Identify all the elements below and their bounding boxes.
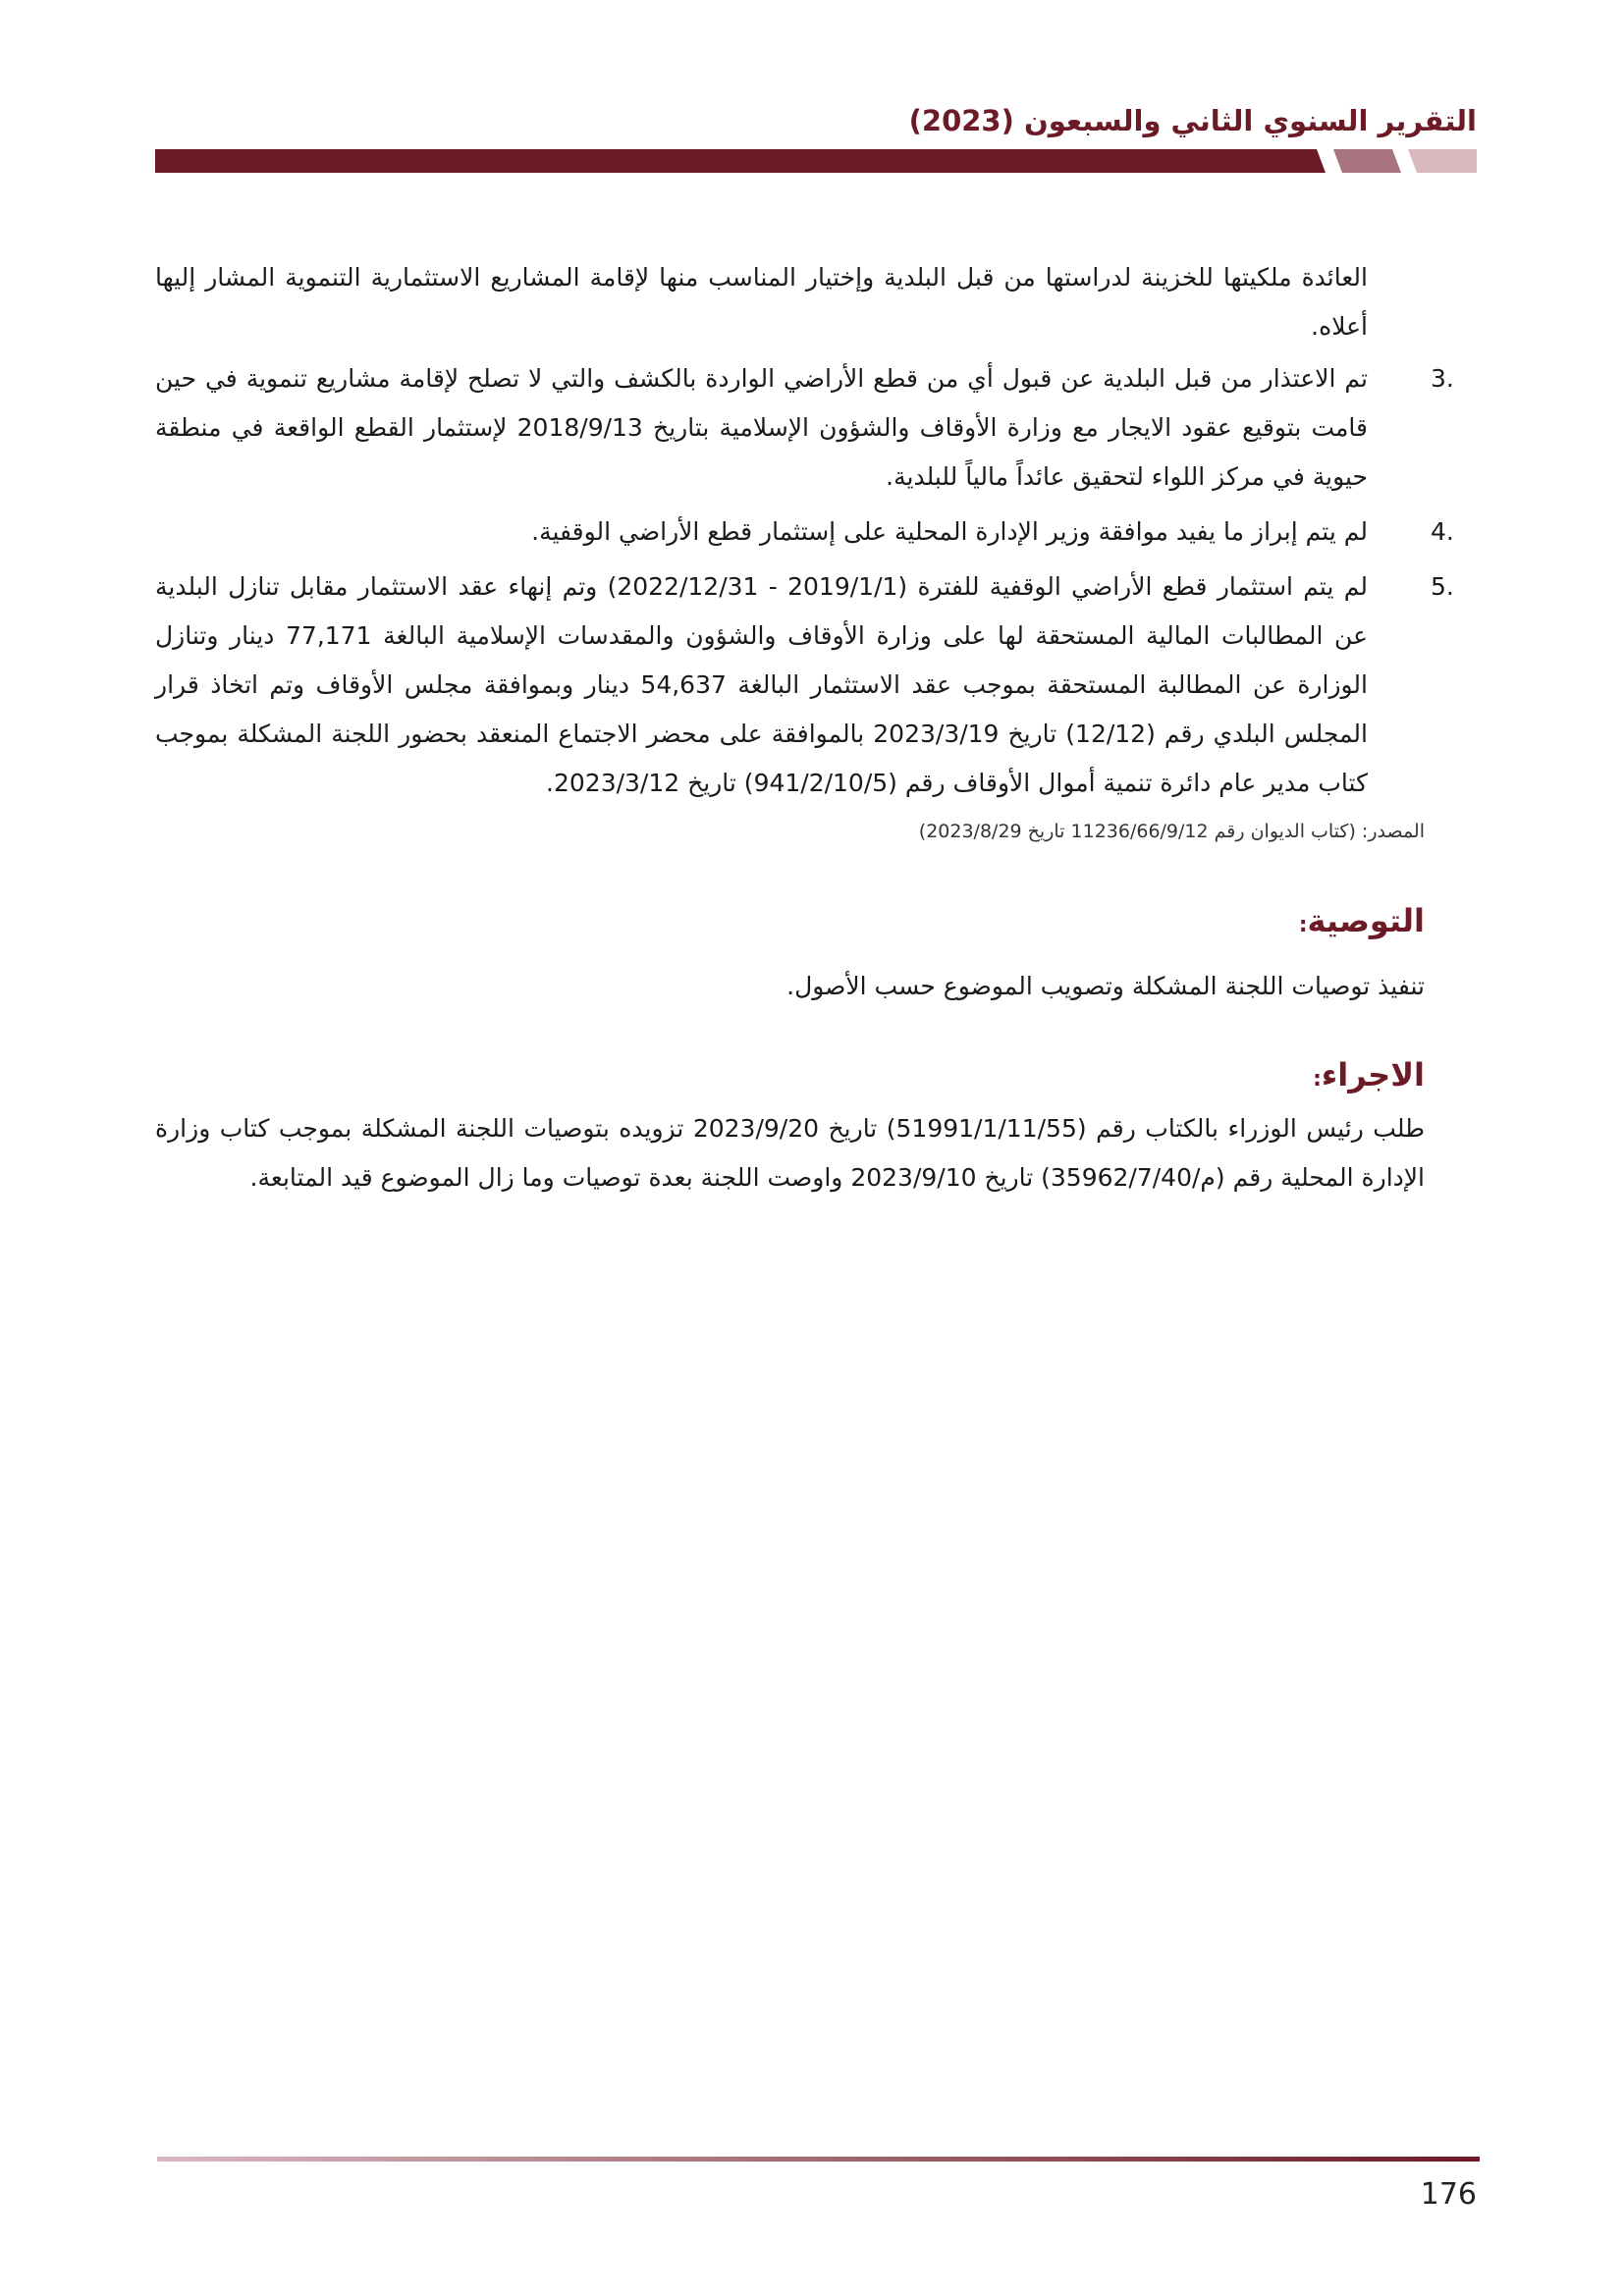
recommendation-heading-text: التوصية [1307, 902, 1425, 939]
page-number: 176 [1420, 2177, 1477, 2212]
recommendation-heading [155, 896, 1425, 950]
finding-number: 5. [1431, 572, 1454, 601]
finding-text: لم يتم استثمار قطع الأراضي الوقفية للفترة (2019/1/1 - 2022/12/31) وتم إنهاء عقد الاستثمار مقابل تنازل البلدية عن المطالبات المالية المستحقة لها على وزارة الأوقاف والشؤون والمقدسات الإسلامية البالغة 77,171 دينار وتنازل الوزارة عن المطالبة المستحقة بموجب عقد الاستثمار البالغة 54,637 دينار وبموافقة مجلس الأوقاف وتم اتخاذ قرار المجلس البلدي رقم (12/12) تاريخ 2023/3/19 بالموافقة على محضر الاجتماع المنعقد بحضور اللجنة المشكلة بموجب كتاب مدير عام دائرة تنمية أموال الأوقاف رقم (941/2/10/5) تاريخ 2023/3/12. [155, 572, 1369, 797]
finding-item-3 [155, 354, 1454, 502]
finding-item-5 [155, 562, 1454, 808]
header-bar-main [155, 149, 1326, 173]
finding-item-4 [155, 507, 1454, 557]
action-heading-colon: : [1313, 1067, 1322, 1092]
footer-divider-rule [157, 2157, 1480, 2162]
finding-number: 4. [1431, 517, 1454, 546]
recommendation-text: تنفيذ توصيات اللجنة المشكلة وتصويب الموضوع حسب الأصول. [786, 972, 1425, 1000]
footer-divider-graphic [157, 2157, 1480, 2163]
footer-divider [157, 2157, 1480, 2163]
header-bar-stripe-2 [1408, 149, 1477, 173]
report-header-title: التقرير السنوي الثاني والسبعون (2023) [908, 104, 1477, 137]
action-heading-text: الاجراء [1321, 1056, 1425, 1094]
intro-continuation-paragraph: العائدة ملكيتها للخزينة لدراستها من قبل البلدية وإختيار المناسب منها لإقامة المشاريع الاستثمارية التنموية المشار إليها أعلاه. [155, 263, 1368, 341]
header-bar-stripe-1 [1333, 149, 1401, 173]
finding-text: تم الاعتذار من قبل البلدية عن قبول أي من قطع الأراضي الواردة بالكشف والتي لا تصلح لإقامة مشاريع تنموية في حين قامت بتوقيع عقود الايجار مع وزارة الأوقاف والشؤون الإسلامية بتاريخ 2018/9/13 لإستثمار القطع الواقعة في منطقة حيوية في مركز اللواء لتحقيق عائداً مالياً للبلدية. [155, 364, 1369, 491]
findings-list [155, 354, 1454, 808]
page-content [155, 253, 1454, 1202]
finding-text: لم يتم إبراز ما يفيد موافقة وزير الإدارة المحلية على إستثمار قطع الأراضي الوقفية. [531, 517, 1368, 546]
action-heading [155, 1050, 1425, 1104]
action-text: طلب رئيس الوزراء بالكتاب رقم (51991/1/11/55) تاريخ 2023/9/20 تزويده بتوصيات اللجنة المشكلة بموجب كتاب وزارة الإدارة المحلية رقم (م/35962/7/40) تاريخ 2023/9/10 واوصت اللجنة بعدة توصيات وما زال الموضوع قيد المتابعة. [155, 1114, 1426, 1192]
recommendation-heading-colon: : [1298, 913, 1308, 937]
source-citation: المصدر: (كتاب الديوان رقم 11236/66/9/12 تاريخ 2023/8/29) [918, 821, 1425, 842]
header-decorative-bar [155, 149, 1477, 173]
header-bar-graphic [155, 149, 1477, 173]
finding-number: 3. [1431, 364, 1454, 393]
